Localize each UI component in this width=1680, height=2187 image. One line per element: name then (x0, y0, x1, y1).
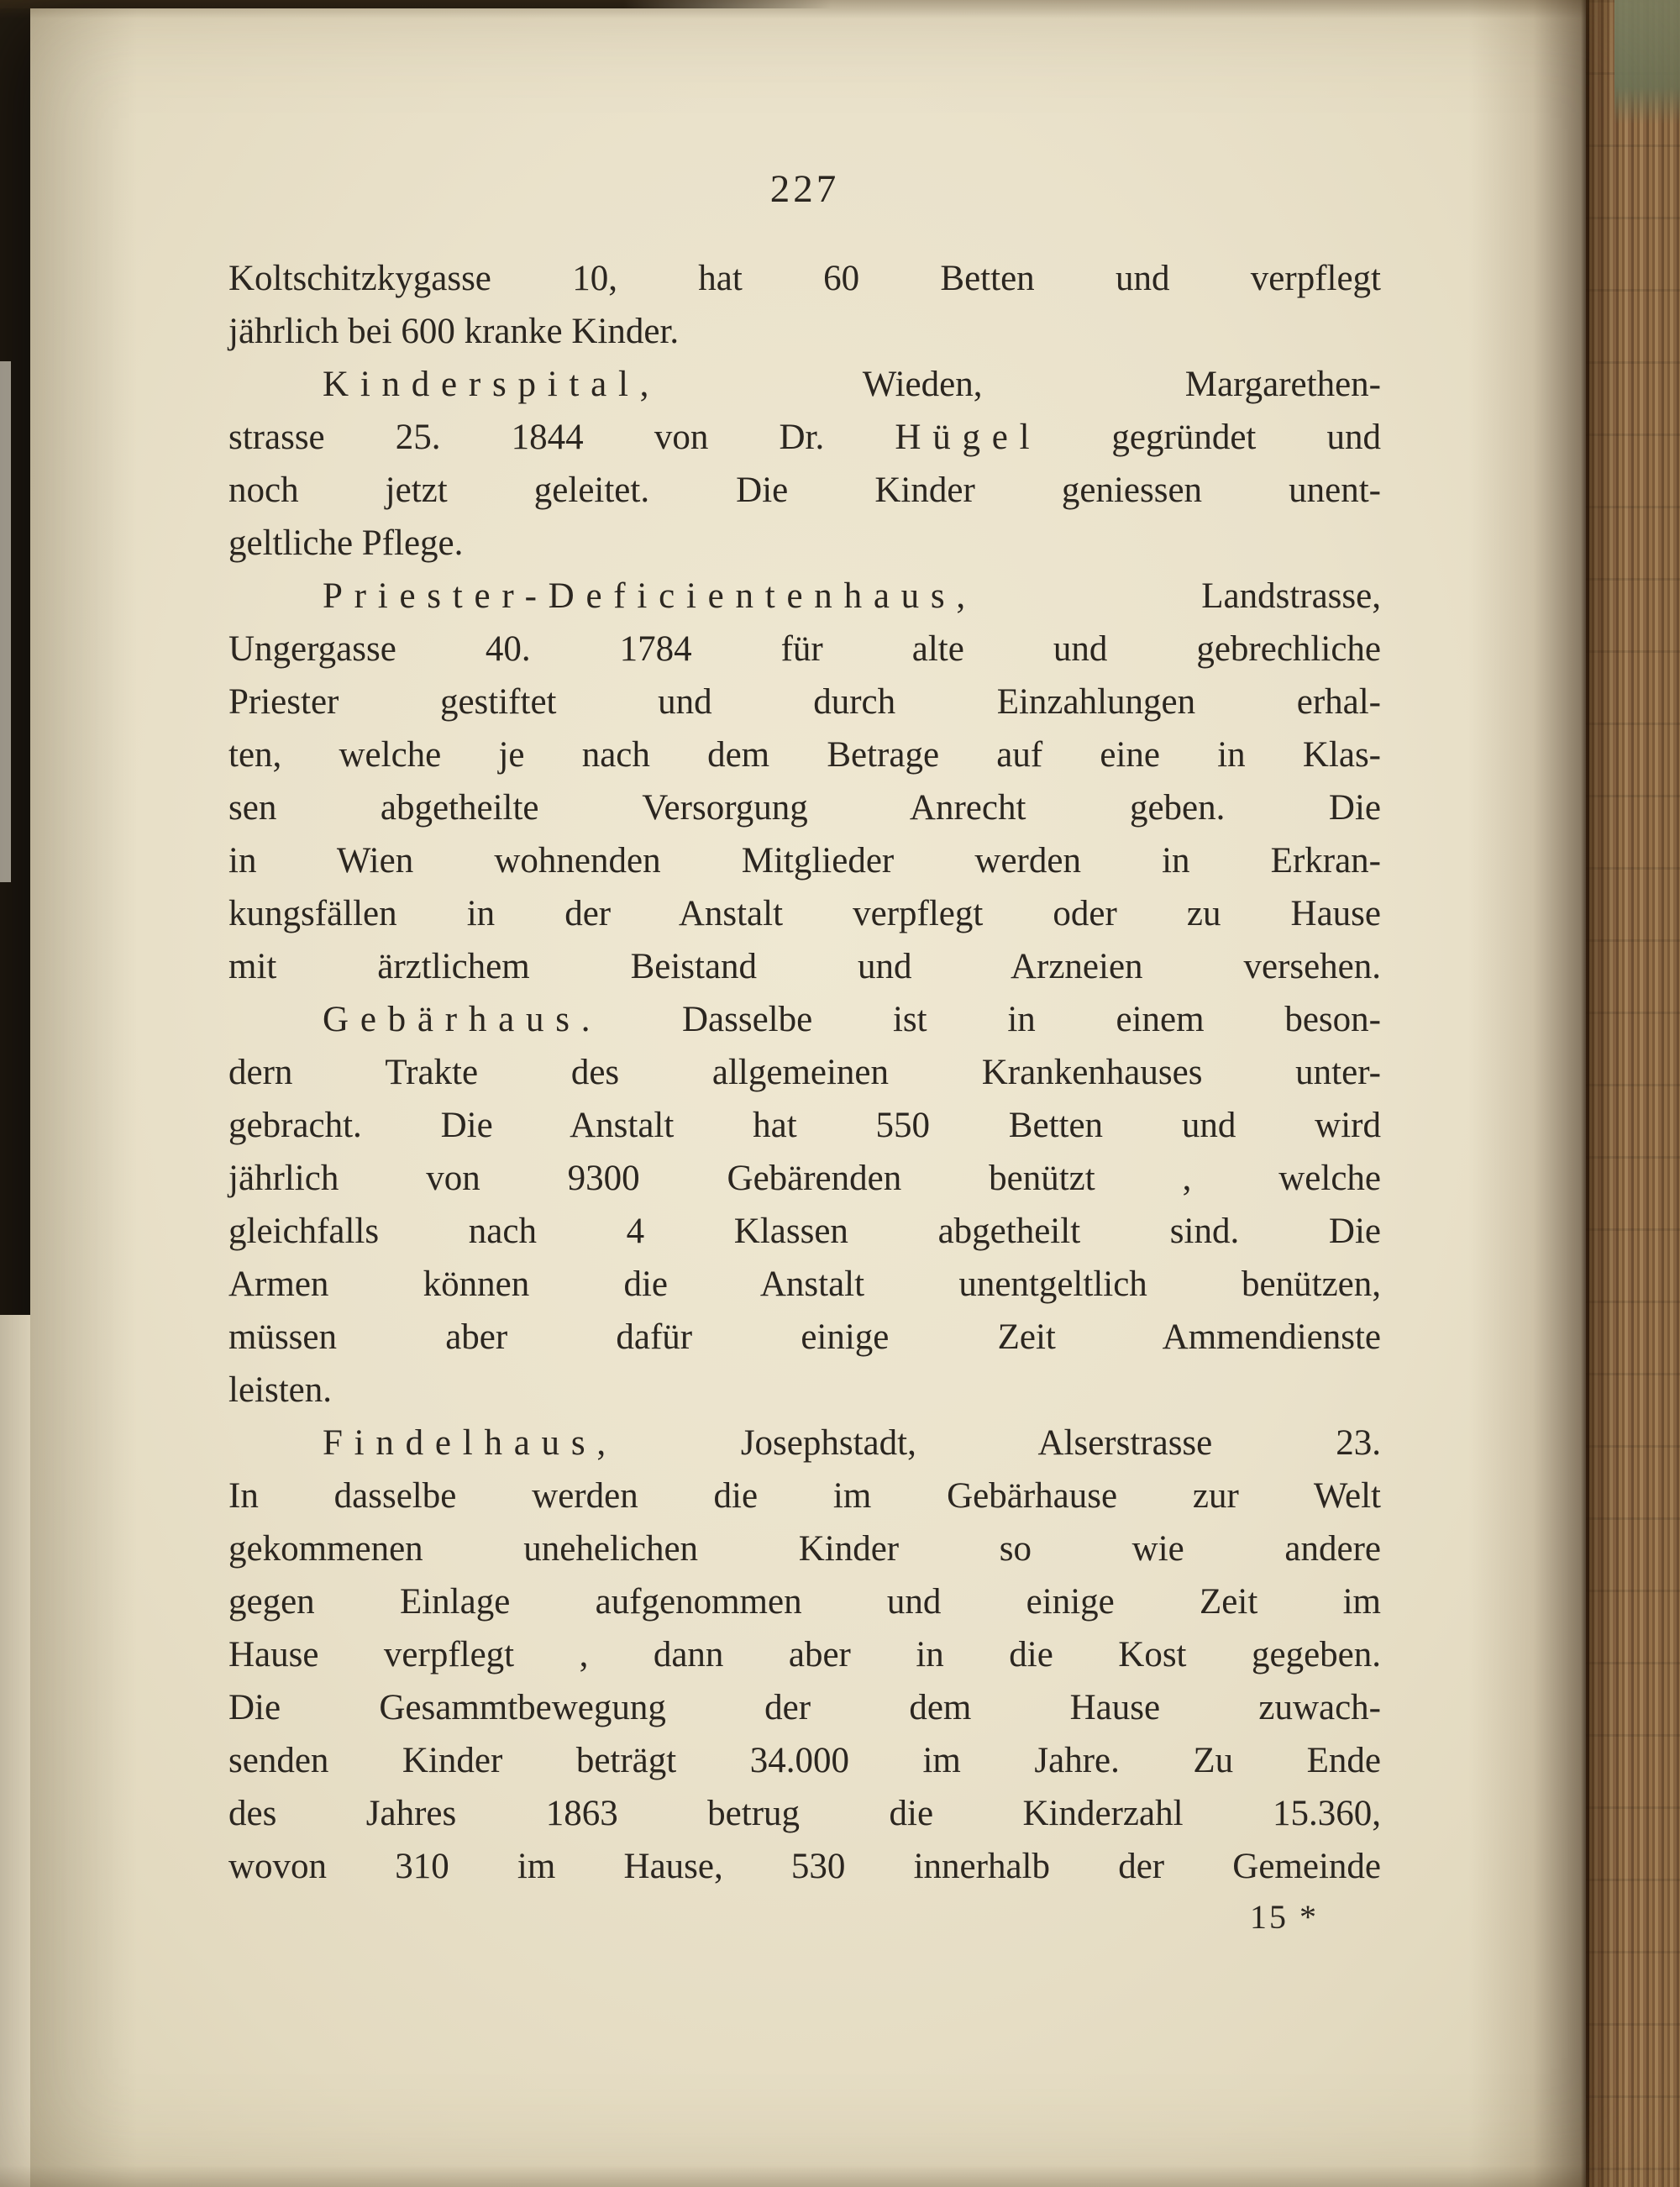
text-segment: Koltschitzkygasse 10, hat 60 Betten und verpflegt (228, 259, 1381, 298)
text-segment: jährlich bei 600 kranke Kinder. (228, 312, 680, 351)
letterspaced-heading-word: Kinderspital, (323, 365, 661, 404)
text-segment: Dasselbe ist in einem beson- (601, 1000, 1381, 1039)
text-line (228, 676, 1381, 728)
text-line (228, 570, 1381, 623)
text-line (228, 1734, 1381, 1787)
text-line (228, 305, 1381, 358)
text-segment: gegründet und (1041, 418, 1382, 457)
text-segment: ten, welche je nach dem Betrage auf eine in Klas- (228, 735, 1381, 775)
text-line (228, 1205, 1381, 1258)
page-number: 227 (769, 167, 840, 211)
text-segment: Josephstadt, Alserstrasse 23. (617, 1423, 1381, 1463)
text-segment: des Jahres 1863 betrug die Kinderzahl 15.360, (228, 1794, 1381, 1833)
text-segment: müssen aber dafür einige Zeit Ammendienste (228, 1317, 1381, 1357)
text-line (228, 1575, 1381, 1628)
text-line (228, 1469, 1381, 1522)
text-segment: Wieden, Margarethen- (660, 365, 1381, 404)
text-segment: kungsfällen in der Anstalt verpflegt oder zu Hause (228, 894, 1381, 933)
text-segment: gekommenen unehelichen Kinder so wie andere (228, 1529, 1381, 1569)
text-segment: gegen Einlage aufgenommen und einige Zeit im (228, 1582, 1381, 1622)
text-segment: noch jetzt geleitet. Die Kinder geniessen unent- (228, 471, 1381, 510)
text-segment: Die Gesammtbewegung der dem Hause zuwach- (228, 1688, 1381, 1727)
text-segment: mit ärztlichem Beistand und Arzneien versehen. (228, 947, 1381, 986)
text-segment: In dasselbe werden die im Gebärhause zur Welt (228, 1476, 1381, 1516)
text-segment: gleichfalls nach 4 Klassen abgetheilt sind. Die (228, 1212, 1381, 1251)
text-line (228, 1099, 1381, 1152)
text-segment: jährlich von 9300 Gebärenden benützt , welche (228, 1159, 1381, 1198)
text-line (228, 1522, 1381, 1575)
text-line (228, 1364, 1381, 1417)
text-segment: wovon 310 im Hause, 530 innerhalb der Gemeinde (228, 1847, 1381, 1886)
text-line (228, 623, 1381, 676)
text-segment: Armen können die Anstalt unentgeltlich benützen, (228, 1264, 1381, 1304)
text-line (228, 1417, 1381, 1469)
text-segment: senden Kinder beträgt 34.000 im Jahre. Zu Ende (228, 1741, 1381, 1780)
text-line (228, 358, 1381, 411)
letterspaced-heading-word: Priester-Deficientenhaus, (323, 576, 977, 616)
text-line (228, 940, 1381, 993)
letterspaced-heading-word: Findelhaus, (323, 1423, 617, 1463)
text-segment: dern Trakte des allgemeinen Krankenhauses unter- (228, 1053, 1381, 1092)
text-line (228, 1840, 1381, 1893)
text-line (228, 411, 1381, 464)
text-line (228, 993, 1381, 1046)
text-segment: Landstrasse, (976, 576, 1381, 616)
text-segment: Priester gestiftet und durch Einzahlungen erhal- (228, 682, 1381, 722)
text-line (228, 1628, 1381, 1681)
text-line (228, 1258, 1381, 1311)
text-line (228, 1152, 1381, 1205)
text-segment: strasse 25. 1844 von Dr. (228, 418, 895, 457)
text-line (228, 1787, 1381, 1840)
text-segment: geltliche Pflege. (228, 523, 464, 563)
text-line (228, 834, 1381, 887)
text-segment: in Wien wohnenden Mitglieder werden in Erkran- (228, 841, 1381, 881)
text-line (228, 464, 1381, 517)
text-segment: Ungergasse 40. 1784 für alte und gebrechliche (228, 629, 1381, 669)
text-line (228, 1046, 1381, 1099)
letterspaced-heading-word: Gebärhaus. (323, 1000, 602, 1039)
text-segment: Hause verpflegt , dann aber in die Kost gegeben. (228, 1635, 1381, 1674)
text-line (228, 1681, 1381, 1734)
text-line (228, 252, 1381, 305)
letterspaced-heading-word: Hügel (895, 418, 1042, 457)
text-line (228, 1311, 1381, 1364)
text-segment: gebracht. Die Anstalt hat 550 Betten und wird (228, 1106, 1381, 1145)
text-body (228, 252, 1381, 1893)
text-line (228, 728, 1381, 781)
text-segment: sen abgetheilte Versorgung Anrecht geben. Die (228, 788, 1381, 828)
text-line (228, 887, 1381, 940)
text-segment: leisten. (228, 1370, 332, 1410)
text-line (228, 781, 1381, 834)
signature-mark: 15 * (1250, 1898, 1319, 1936)
text-line (228, 517, 1381, 570)
